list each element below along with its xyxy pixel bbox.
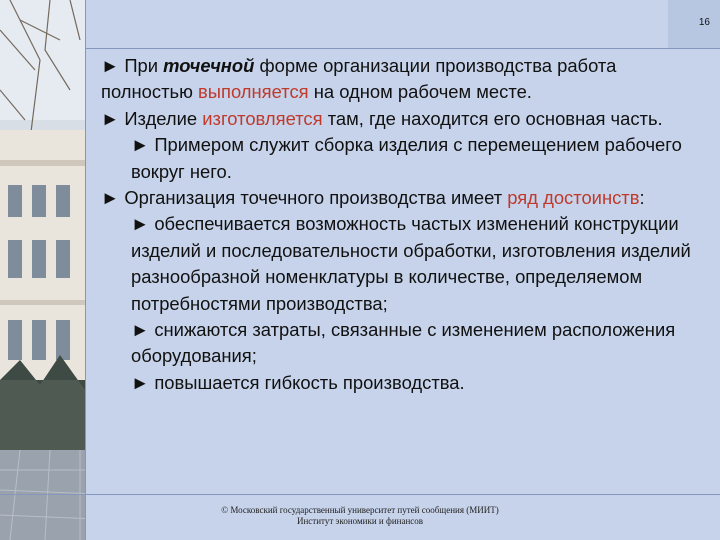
paragraph-4: ► Организация точечного производства имеет ряд достоинств: xyxy=(101,187,645,209)
divider-bottom xyxy=(0,494,720,495)
bullet-icon: ► xyxy=(131,213,150,235)
paragraph-7: ► повышается гибкость производства. xyxy=(131,371,465,393)
paragraph-1: ► При точечной форме организации производства работа полностью выполняется на одном рабочем месте. xyxy=(101,55,617,103)
bullet-icon: ► xyxy=(131,319,150,341)
page-number: 16 xyxy=(698,17,710,28)
paragraph-5: ► обеспечивается возможность частых изменений конструкции изделий и последовательности обработки, изготовления изделий разнообразной номенклатуры в количестве, определяемом потребностями производства; xyxy=(131,213,691,314)
paragraph-6: ► снижаются затраты, связанные с изменением расположения оборудования; xyxy=(131,319,676,367)
bullet-icon: ► xyxy=(131,371,150,393)
page-number-box xyxy=(668,0,720,48)
bullet-icon: ► xyxy=(131,134,150,156)
divider-vertical xyxy=(85,0,86,540)
slide-body xyxy=(101,53,711,396)
paragraph-3: ► Примером служит сборка изделия с перемещением рабочего вокруг него. xyxy=(131,134,682,182)
footer-copyright: © Московский государственный университет путей сообщения (МИИТ) xyxy=(221,505,499,515)
bullet-icon: ► xyxy=(101,107,120,129)
footer-institute: Институт экономики и финансов xyxy=(296,516,424,526)
bullet-icon: ► xyxy=(101,55,120,76)
footer xyxy=(150,505,570,527)
paragraph-2: ► Изделие изготовляется там, где находится его основная часть. xyxy=(101,107,663,129)
bullet-icon: ► xyxy=(101,187,120,209)
divider-top xyxy=(85,48,720,49)
